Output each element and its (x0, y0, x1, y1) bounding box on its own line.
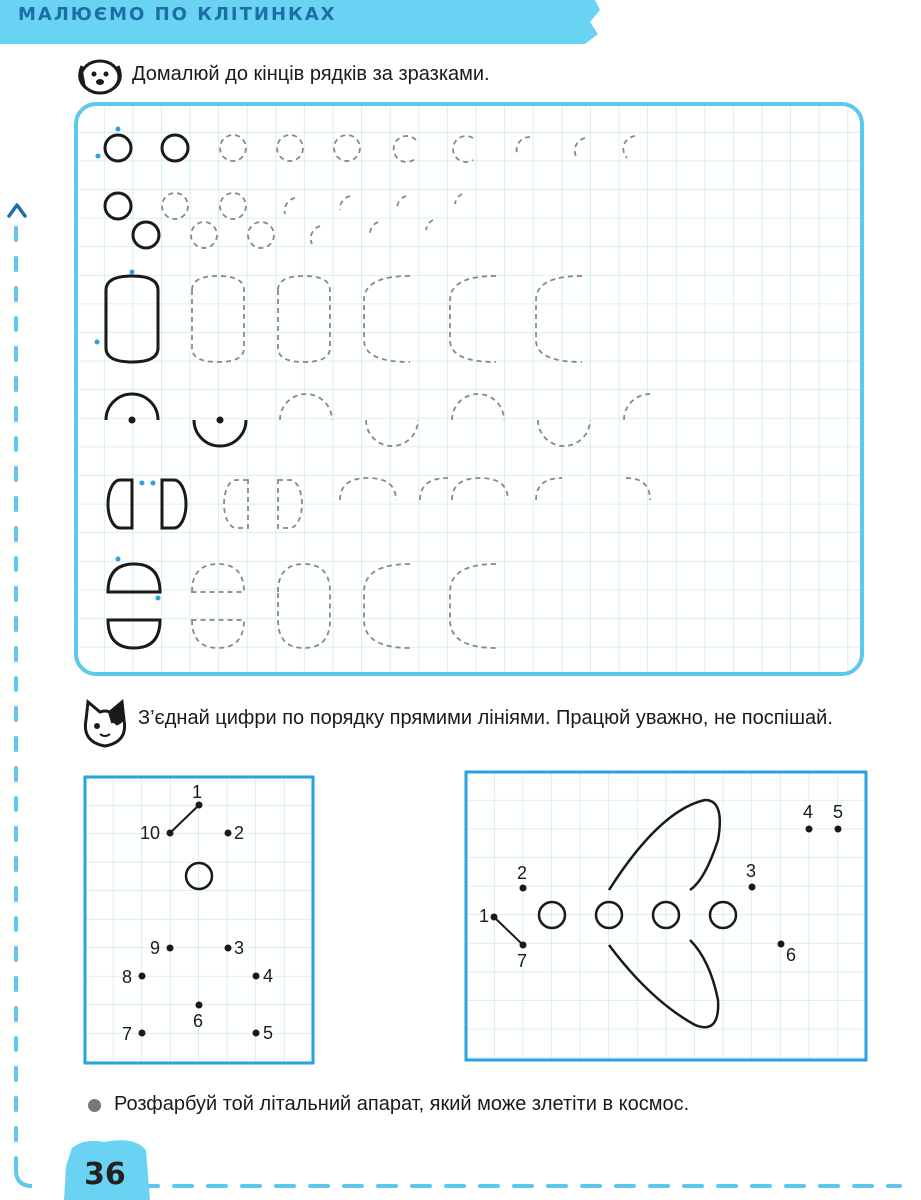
task2-instruction: З’єднай цифри по порядку прямими лініями. Працюй уважно, не поспішай. (138, 707, 833, 729)
bullet-icon (88, 1099, 101, 1112)
dot-label: 5 (833, 802, 844, 822)
header-title: МАЛЮЄМО ПО КЛІТИНКАХ (18, 4, 337, 25)
dot-label: 9 (150, 938, 161, 958)
dot-label: 4 (263, 966, 274, 986)
dot-label: 7 (517, 951, 528, 971)
dot-label: 2 (517, 863, 528, 883)
dot-label: 7 (122, 1024, 133, 1044)
dot-label: 3 (746, 861, 757, 881)
task3-instruction: Розфарбуй той літальний апарат, який може злетіти в космос. (114, 1093, 690, 1115)
dot-label: 3 (234, 938, 245, 958)
dot-label: 5 (263, 1023, 274, 1043)
dot-label: 2 (234, 823, 245, 843)
dot-label: 4 (803, 802, 814, 822)
page-number: 36 (84, 1157, 126, 1192)
dot-label: 8 (122, 967, 133, 987)
dot-label: 6 (786, 945, 797, 965)
dot-label: 1 (192, 782, 203, 802)
task1-instruction: Домалюй до кінців рядків за зразками. (132, 63, 490, 85)
dot-label: 1 (479, 906, 490, 926)
dot-label: 10 (140, 823, 161, 843)
dot-label: 6 (193, 1011, 204, 1031)
